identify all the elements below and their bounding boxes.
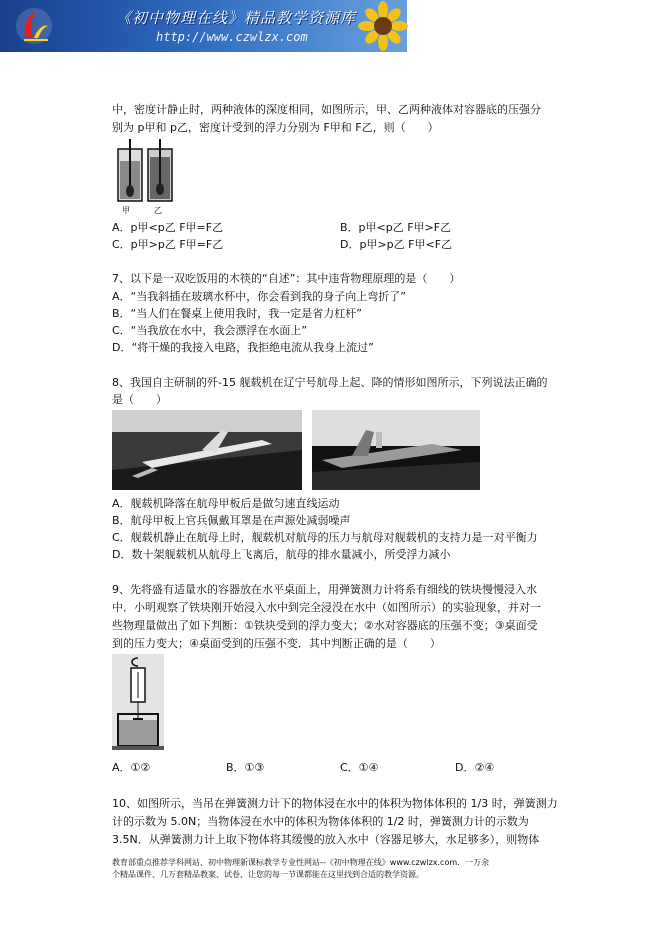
- q9-stem-line2: 中．小明观察了铁块刚开始浸入水中到完全浸没在水中（如图所示）的实验现象，并对一: [112, 601, 541, 614]
- footer-line1: 教育部重点推荐学科网站、初中物理新课标教学专业性网站--《初中物理在线》www.czwlzx.com．一万余: [112, 858, 490, 867]
- q8-option-d: D．数十架舰载机从航母上飞离后，航母的排水量减小，所受浮力减小: [112, 548, 451, 561]
- q6-option-b: B．p甲<p乙 F甲>F乙: [340, 221, 452, 234]
- banner-title: 《初中物理在线》精品教学资源库: [116, 9, 357, 27]
- q9-stem-line3: 些物理量做出了如下判断：①铁块受到的浮力变大；②水对容器底的压强不变；③桌面受: [112, 619, 538, 632]
- banner-url[interactable]: http://www.czwlzx.com: [156, 30, 308, 44]
- site-banner: [0, 0, 407, 52]
- q6-figure-hydrometers: [112, 137, 182, 215]
- q6-fig-label-right: 乙: [154, 206, 162, 215]
- q6-option-a: A．p甲<p乙 F甲=F乙: [112, 221, 224, 234]
- q9-option-b: B．①③: [226, 761, 265, 774]
- q7-option-d: D．“将干燥的我接入电路，我拒绝电流从我身上流过”: [112, 341, 374, 354]
- site-logo-icon: [14, 6, 54, 46]
- q8-option-a: A．舰载机降落在航母甲板后是做匀速直线运动: [112, 497, 340, 510]
- q10-stem-line1: 10、如图所示，当吊在弹簧测力计下的物体浸在水中的体积为物体体积的 1/3 时，弹簧测力: [112, 797, 558, 810]
- q8-photo-takeoff: [312, 410, 480, 490]
- q9-stem-line4: 到的压力变大；④桌面受到的压强不变．其中判断正确的是（ ）: [112, 637, 441, 650]
- q8-option-c: C．舰载机静止在航母上时，舰载机对航母的压力与航母对舰载机的支持力是一对平衡力: [112, 531, 538, 544]
- q9-option-a: A．①②: [112, 761, 151, 774]
- q9-option-d: D．②④: [455, 761, 495, 774]
- q7-stem: 7、以下是一双吃饭用的木筷的“自述”：其中违背物理原理的是（ ）: [112, 272, 461, 285]
- q8-stem-line1: 8、我国自主研制的歼-15 舰载机在辽宁号航母上起、降的情形如图所示，下列说法正确的: [112, 376, 548, 389]
- q9-figure-spring-scale: [112, 654, 164, 750]
- q6-fig-label-left: 甲: [122, 206, 130, 215]
- q6-option-d: D．p甲>p乙 F甲<F乙: [340, 238, 453, 251]
- q7-option-b: B．“当人们在餐桌上使用我时，我一定是省力杠杆”: [112, 307, 362, 320]
- q10-stem-line2: 计的示数为 5.0N；当物体浸在水中的体积为物体体积的 1/2 时，弹簧测力计的示数为: [112, 815, 529, 828]
- q8-photo-landing: [112, 410, 302, 490]
- q9-option-c: C．①④: [340, 761, 379, 774]
- sunflower-icon: [358, 0, 407, 52]
- q7-option-c: C．“当我放在水中，我会漂浮在水面上”: [112, 324, 308, 337]
- q6-option-c: C．p甲>p乙 F甲=F乙: [112, 238, 224, 251]
- q8-stem-line2: 是（ ）: [112, 393, 167, 406]
- q9-stem-line1: 9、先将盛有适量水的容器放在水平桌面上，用弹簧测力计将系有细线的铁块慢慢浸入水: [112, 583, 537, 596]
- q6-stem-line1: 中，密度计静止时，两种液体的深度相同，如图所示，甲、乙两种液体对容器底的压强分: [112, 103, 541, 116]
- footer-line2: 个精品课件、几万套精品教案、试卷，让您的每一节课都能在这里找到合适的教学资源。: [112, 870, 424, 879]
- q6-stem-line2: 别为 p甲和 p乙，密度计受到的浮力分别为 F甲和 F乙，则（ ）: [112, 121, 439, 134]
- q8-option-b: B．航母甲板上官兵佩戴耳罩是在声源处减弱噪声: [112, 514, 351, 527]
- q10-stem-line3: 3.5N．从弹簧测力计上取下物体将其缓慢的放入水中（容器足够大，水足够多），则物体: [112, 833, 540, 846]
- q7-option-a: A．“当我斜插在玻璃水杯中，你会看到我的身子向上弯折了”: [112, 290, 406, 303]
